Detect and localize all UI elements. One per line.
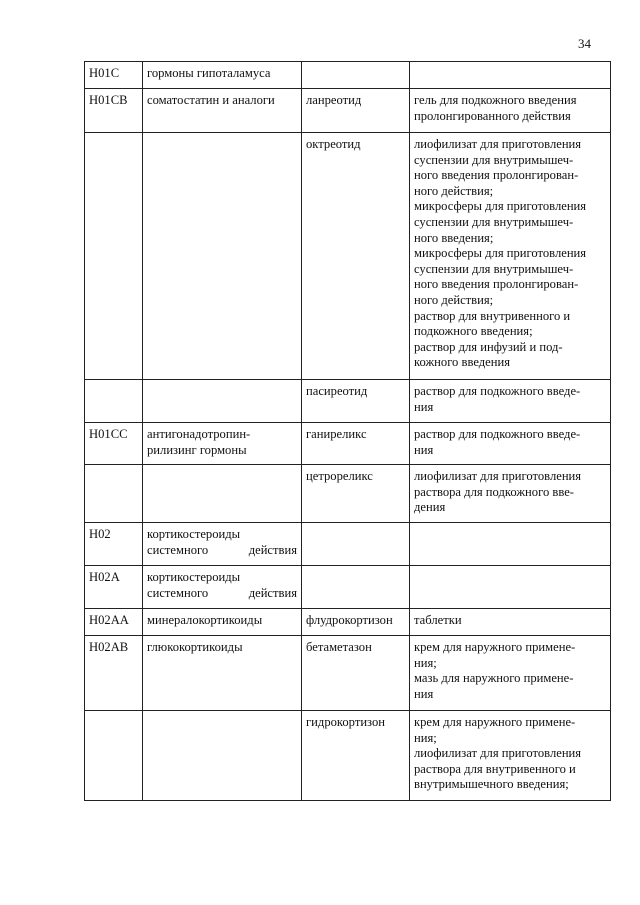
dosage-form-line: раствор для инфузий и под-: [414, 339, 563, 354]
dosage-form-cell: [410, 89, 611, 133]
table-row: [85, 133, 611, 380]
dosage-form-cell: [410, 523, 611, 566]
dosage-form-line: ного введения пролонгирован-: [414, 277, 579, 292]
table-row: [85, 465, 611, 523]
atc-code-cell: H01CB: [85, 89, 143, 133]
atc-group-line: рилизинг гормоны: [147, 442, 247, 457]
dosage-form-line: ния: [414, 686, 434, 701]
table-row: [85, 62, 611, 89]
dosage-form-line: раствора для подкожного вве-: [414, 484, 574, 499]
dosage-form-line: пролонгированного действия: [414, 108, 571, 123]
atc-group-line: антигонадотропин-: [147, 427, 251, 441]
dosage-form-line: кожного введения: [414, 355, 511, 370]
dosage-form-line: раствор для подкожного введе-: [414, 384, 581, 398]
dosage-form-line: суспензии для внутримышеч-: [414, 152, 574, 167]
atc-code-cell: H01C: [85, 62, 143, 89]
dosage-form-cell: [410, 133, 611, 380]
dosage-form-line: крем для наружного примене-: [414, 715, 576, 729]
drug-name-cell: [302, 62, 410, 89]
atc-group-cell: [143, 423, 302, 465]
dosage-form-line: гель для подкожного введения: [414, 93, 577, 107]
atc-code-cell: [85, 133, 143, 380]
dosage-form-line: раствор для подкожного введе-: [414, 427, 581, 441]
atc-code-cell: H02AB: [85, 636, 143, 711]
table-row: [85, 609, 611, 636]
dosage-form-line: ного действия;: [414, 292, 494, 307]
dosage-form-cell: [410, 566, 611, 609]
drug-name-cell: ганиреликс: [302, 423, 410, 465]
drug-name-cell: пасиреотид: [302, 380, 410, 423]
dosage-form-line: раствора для внутривенного и: [414, 761, 576, 776]
dosage-form-cell: [410, 423, 611, 465]
atc-code-cell: [85, 380, 143, 423]
atc-group-cell: [143, 380, 302, 423]
dosage-form-cell: [410, 636, 611, 711]
dosage-form-line: подкожного введения;: [414, 324, 533, 339]
dosage-form-line: ного введения;: [414, 230, 494, 245]
atc-group-cell: [143, 133, 302, 380]
drug-name-cell: ланреотид: [302, 89, 410, 133]
drug-name-cell: октреотид: [302, 133, 410, 380]
atc-group-cell: соматостатин и аналоги: [143, 89, 302, 133]
atc-group-cell: минералокортикоиды: [143, 609, 302, 636]
atc-group-cell: [143, 465, 302, 523]
dosage-form-line: ного действия;: [414, 183, 494, 198]
drug-name-cell: гидрокортизон: [302, 711, 410, 801]
atc-code-cell: [85, 711, 143, 801]
dosage-form-line: микросферы для приготовления: [414, 199, 587, 214]
drug-list-table: [84, 61, 611, 801]
dosage-form-line: микросферы для приготовления: [414, 246, 587, 261]
dosage-form-line: лиофилизат для приготовления: [414, 746, 582, 761]
dosage-form-line: лиофилизат для приготовления: [414, 137, 582, 151]
dosage-form-line: ния;: [414, 655, 437, 670]
dosage-form-line: таблетки: [414, 613, 462, 627]
table-row: [85, 380, 611, 423]
dosage-form-cell: [410, 609, 611, 636]
drug-name-cell: флудрокортизон: [302, 609, 410, 636]
dosage-form-line: ного введения пролонгирован-: [414, 168, 579, 183]
dosage-form-line: крем для наружного примене-: [414, 640, 576, 654]
atc-group-cell: кортикостероиды системного действия: [143, 523, 302, 566]
atc-code-cell: H02: [85, 523, 143, 566]
table-row: [85, 523, 611, 566]
dosage-form-cell: [410, 711, 611, 801]
table-row: [85, 711, 611, 801]
drug-name-cell: цетрореликс: [302, 465, 410, 523]
dosage-form-line: ния: [414, 442, 434, 457]
dosage-form-line: раствор для внутривенного и: [414, 308, 571, 323]
dosage-form-line: ния: [414, 399, 434, 414]
dosage-form-line: мазь для наружного примене-: [414, 671, 574, 686]
drug-name-cell: [302, 566, 410, 609]
dosage-form-cell: [410, 62, 611, 89]
dosage-form-line: лиофилизат для приготовления: [414, 469, 582, 483]
dosage-form-line: суспензии для внутримышеч-: [414, 214, 574, 229]
dosage-form-line: дения: [414, 500, 446, 515]
atc-group-cell: кортикостероиды системного действия: [143, 566, 302, 609]
atc-group-cell: глюкокортикоиды: [143, 636, 302, 711]
dosage-form-line: ния;: [414, 730, 437, 745]
dosage-form-cell: [410, 465, 611, 523]
drug-name-cell: [302, 523, 410, 566]
atc-code-cell: H02AA: [85, 609, 143, 636]
table-row: [85, 636, 611, 711]
dosage-form-line: суспензии для внутримышеч-: [414, 261, 574, 276]
table-row: [85, 566, 611, 609]
table-row: [85, 89, 611, 133]
page-number: 34: [578, 36, 591, 51]
atc-group-cell: [143, 711, 302, 801]
dosage-form-cell: [410, 380, 611, 423]
drug-name-cell: бетаметазон: [302, 636, 410, 711]
dosage-form-line: внутримышечного введения;: [414, 777, 569, 792]
atc-group-cell: гормоны гипоталамуса: [143, 62, 302, 89]
atc-code-cell: H02A: [85, 566, 143, 609]
atc-code-cell: H01CC: [85, 423, 143, 465]
table-row: [85, 423, 611, 465]
atc-code-cell: [85, 465, 143, 523]
